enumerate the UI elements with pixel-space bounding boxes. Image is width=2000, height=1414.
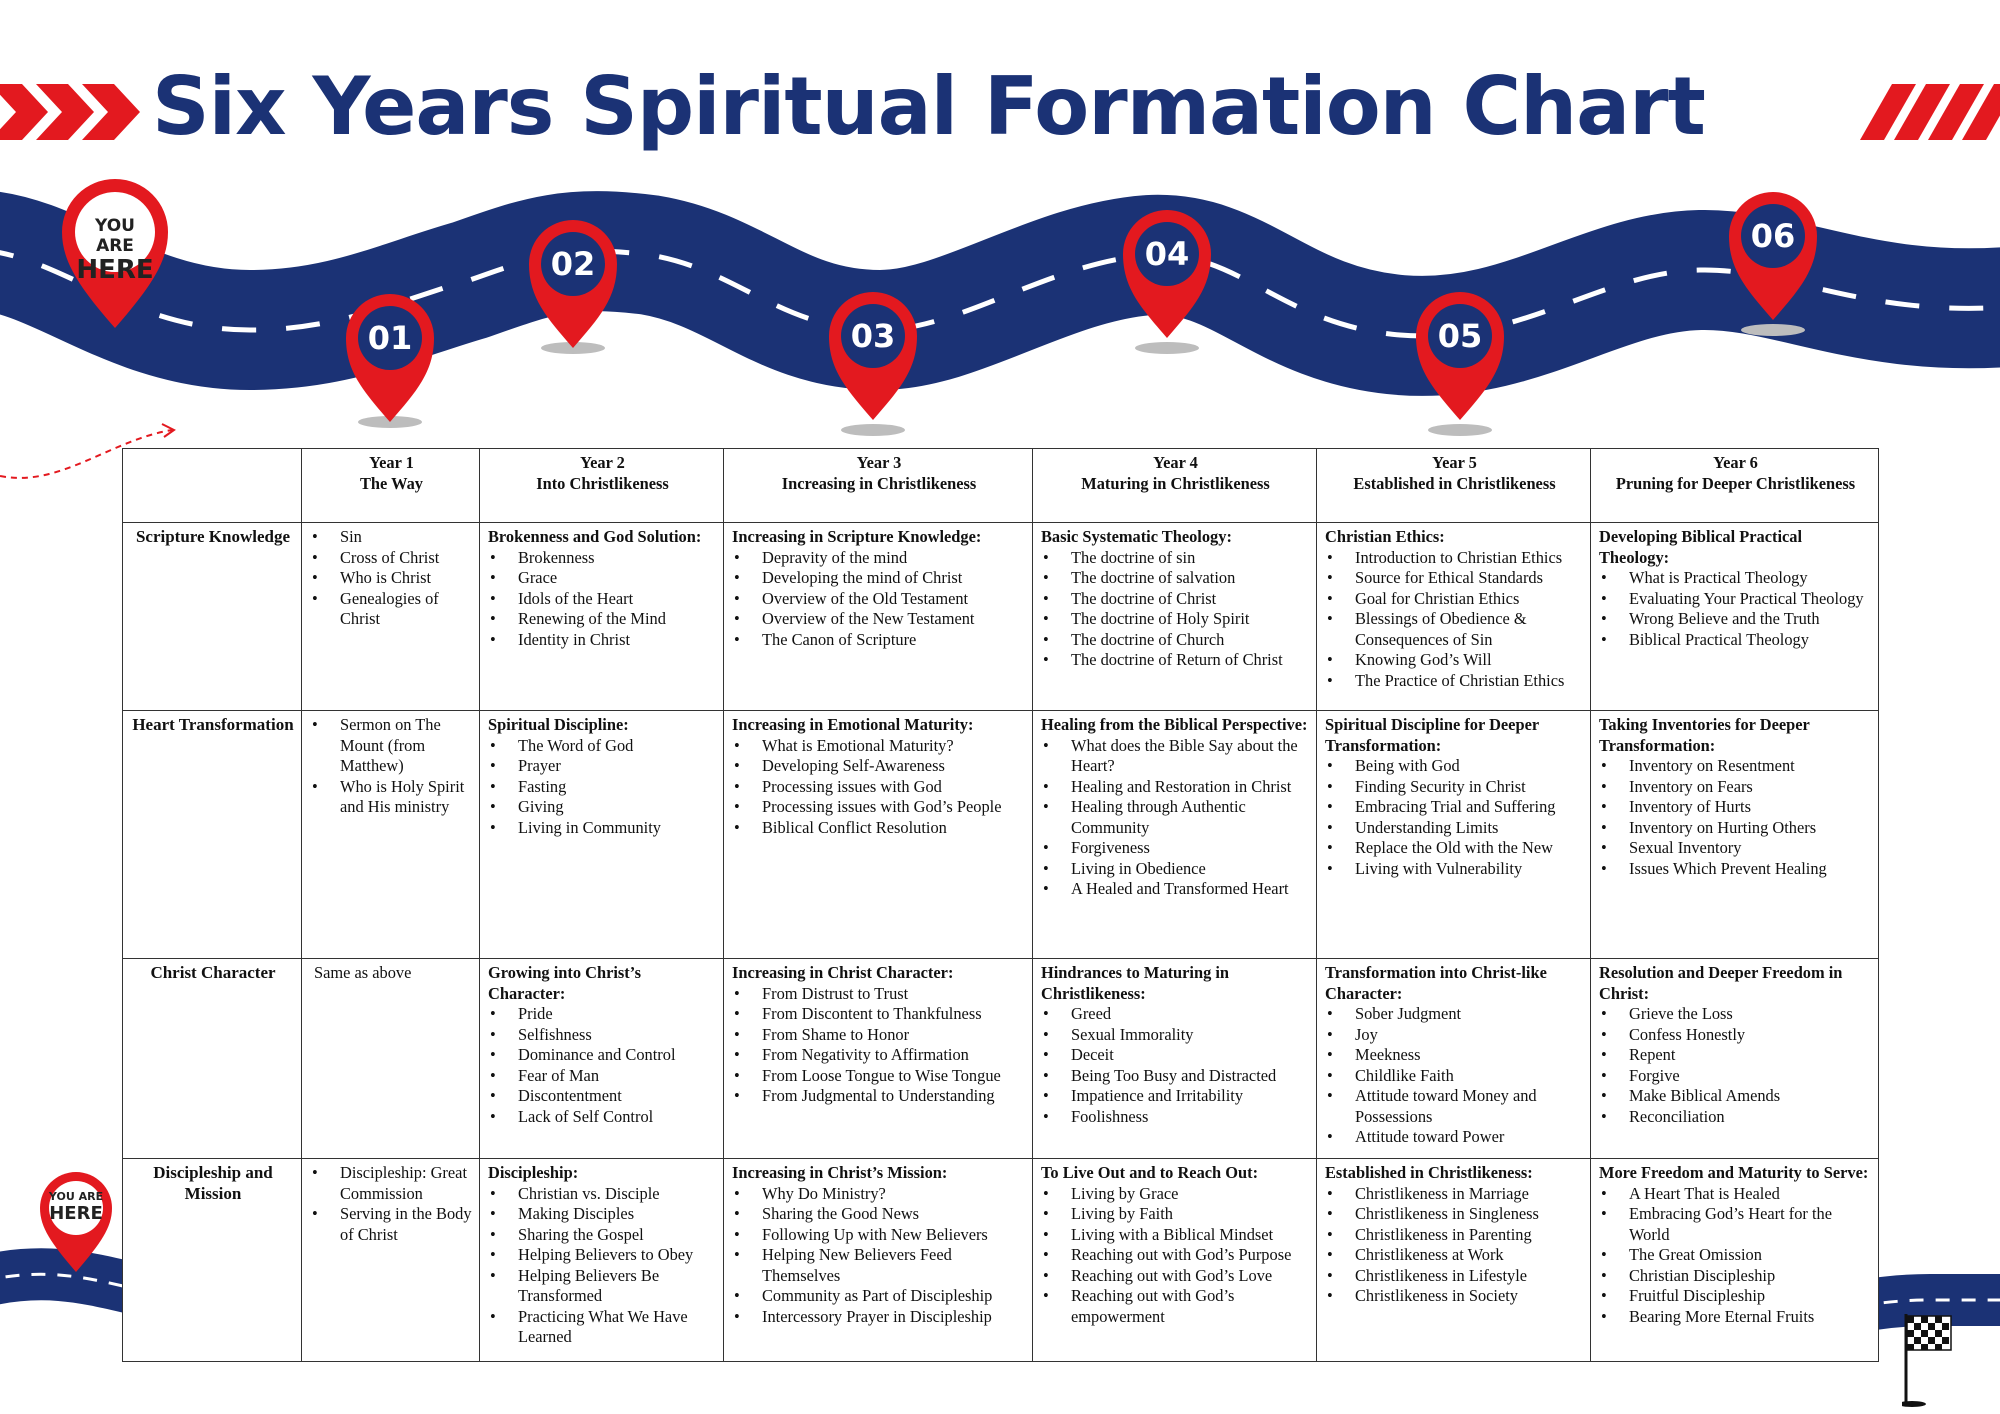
table-cell xyxy=(724,959,1033,1159)
list-item: • Inventory on Fears xyxy=(1599,777,1872,798)
list-item: • Sober Judgment xyxy=(1325,1004,1584,1025)
list-item: • Healing and Restoration in Christ xyxy=(1041,777,1310,798)
list-item: • Why Do Ministry? xyxy=(732,1184,1026,1205)
list-item: • Pride xyxy=(488,1004,717,1025)
list-item: • Source for Ethical Standards xyxy=(1325,568,1584,589)
list-item: • Reaching out with God’s Purpose xyxy=(1041,1245,1310,1266)
list-item: • Embracing Trial and Suffering xyxy=(1325,797,1584,818)
list-item: • Christlikeness in Marriage xyxy=(1325,1184,1584,1205)
list-item: • The doctrine of Christ xyxy=(1041,589,1310,610)
list-item: • Christlikeness at Work xyxy=(1325,1245,1584,1266)
list-item: • The Word of God xyxy=(488,736,717,757)
list-item: • Fear of Man xyxy=(488,1066,717,1087)
table-cell xyxy=(1317,1159,1591,1362)
cell-heading: Resolution and Deeper Freedom in Christ: xyxy=(1599,963,1843,1003)
table-row xyxy=(123,523,1879,711)
table-cell xyxy=(480,1159,724,1362)
list-item: • Sexual Inventory xyxy=(1599,838,1872,859)
row-header: Scripture Knowledge xyxy=(123,523,302,711)
table-cell xyxy=(480,711,724,959)
list-item: • From Judgmental to Understanding xyxy=(732,1086,1026,1107)
list-item: • Healing through Authentic Community xyxy=(1041,797,1310,838)
list-item: • Developing Self-Awareness xyxy=(732,756,1026,777)
list-item: • What is Practical Theology xyxy=(1599,568,1872,589)
list-item: • From Discontent to Thankfulness xyxy=(732,1004,1026,1025)
col-header: Year 4 Maturing in Christlikeness xyxy=(1033,449,1317,523)
list-item: • Lack of Self Control xyxy=(488,1107,717,1128)
list-item: • Wrong Believe and the Truth xyxy=(1599,609,1872,630)
bullet-list xyxy=(488,548,717,651)
you-are-here-top-label: YOU ARE HERE xyxy=(76,216,154,285)
list-item: • Who is Christ xyxy=(310,568,473,589)
table-cell xyxy=(724,523,1033,711)
bullet-list xyxy=(1041,548,1310,671)
corner-cell xyxy=(123,449,302,523)
list-item: • Serving in the Body of Christ xyxy=(310,1204,473,1245)
list-item: • Discontentment xyxy=(488,1086,717,1107)
list-item: • Living with Vulnerability xyxy=(1325,859,1584,880)
table-cell xyxy=(1591,959,1879,1159)
list-item: • The Canon of Scripture xyxy=(732,630,1026,651)
list-item: • Living in Obedience xyxy=(1041,859,1310,880)
bullet-list xyxy=(310,715,473,818)
table-cell xyxy=(1033,711,1317,959)
list-item: • Attitude toward Money and Possessions xyxy=(1325,1086,1584,1127)
page-title: Six Years Spiritual Formation Chart xyxy=(152,60,1705,153)
list-item: • Overview of the New Testament xyxy=(732,609,1026,630)
list-item: • Forgive xyxy=(1599,1066,1872,1087)
list-item: • Fruitful Discipleship xyxy=(1599,1286,1872,1307)
top-road xyxy=(0,250,2000,336)
list-item: • The doctrine of sin xyxy=(1041,548,1310,569)
pin-04-icon xyxy=(1123,210,1211,354)
bullet-list xyxy=(488,1184,717,1348)
list-item: • Processing issues with God xyxy=(732,777,1026,798)
cell-heading: Developing Biblical Practical Theology: xyxy=(1599,527,1803,567)
list-item: • Making Disciples xyxy=(488,1204,717,1225)
table-cell xyxy=(1591,711,1879,959)
bullet-list xyxy=(310,1163,473,1245)
bullet-list xyxy=(732,984,1026,1107)
list-item: • Grace xyxy=(488,568,717,589)
cell-heading: Christian Ethics: xyxy=(1325,527,1445,546)
list-item: • Embracing God’s Heart for the World xyxy=(1599,1204,1872,1245)
pin-01-icon xyxy=(346,294,434,428)
list-item: • Replace the Old with the New xyxy=(1325,838,1584,859)
header-row xyxy=(123,449,1879,523)
cell-heading: Established in Christlikeness: xyxy=(1325,1163,1533,1182)
list-item: • A Healed and Transformed Heart xyxy=(1041,879,1310,900)
slashes-right-icon xyxy=(1860,84,2000,140)
you-are-here-bottom-label: YOU ARE HERE xyxy=(48,1190,104,1224)
col-header: Year 6 Pruning for Deeper Christlikeness xyxy=(1591,449,1879,523)
list-item: • Developing the mind of Christ xyxy=(732,568,1026,589)
cell-heading: Basic Systematic Theology: xyxy=(1041,527,1232,546)
bullet-list xyxy=(1599,1184,1872,1328)
list-item: • From Loose Tongue to Wise Tongue xyxy=(732,1066,1026,1087)
formation-table xyxy=(122,448,1878,1361)
list-item: • Sharing the Good News xyxy=(732,1204,1026,1225)
list-item: • Blessings of Obedience & Consequences of Sin xyxy=(1325,609,1584,650)
pin-05-icon xyxy=(1416,292,1504,436)
col-header: Year 2 Into Christlikeness xyxy=(480,449,724,523)
list-item: • Grieve the Loss xyxy=(1599,1004,1872,1025)
list-item: • Sexual Immorality xyxy=(1041,1025,1310,1046)
bullet-list xyxy=(1599,568,1872,650)
list-item: • Overview of the Old Testament xyxy=(732,589,1026,610)
list-item: • Impatience and Irritability xyxy=(1041,1086,1310,1107)
list-item: • The Practice of Christian Ethics xyxy=(1325,671,1584,692)
list-item: • Inventory on Hurting Others xyxy=(1599,818,1872,839)
bullet-list xyxy=(1325,756,1584,879)
list-item: • Knowing God’s Will xyxy=(1325,650,1584,671)
list-item: • Helping New Believers Feed Themselves xyxy=(732,1245,1026,1286)
list-item: • Who is Holy Spirit and His ministry xyxy=(310,777,473,818)
table-cell xyxy=(1317,711,1591,959)
list-item: • Attitude toward Power xyxy=(1325,1127,1584,1148)
bullet-list xyxy=(1325,1004,1584,1148)
list-item: • Living by Grace xyxy=(1041,1184,1310,1205)
list-item: • Greed xyxy=(1041,1004,1310,1025)
col-header: Year 1 The Way xyxy=(302,449,480,523)
bullet-list xyxy=(1325,548,1584,692)
pin-06-label: 06 xyxy=(1750,217,1796,255)
list-item: • Sin xyxy=(310,527,473,548)
list-item: • Forgiveness xyxy=(1041,838,1310,859)
list-item: • Fasting xyxy=(488,777,717,798)
pin-01-label: 01 xyxy=(367,319,413,357)
list-item: • Helping Believers Be Transformed xyxy=(488,1266,717,1307)
list-item: • Living by Faith xyxy=(1041,1204,1310,1225)
list-item: • Reaching out with God’s Love xyxy=(1041,1266,1310,1287)
cell-heading: Spiritual Discipline: xyxy=(488,715,629,734)
table-cell xyxy=(302,523,480,711)
list-item: • Processing issues with God’s People xyxy=(732,797,1026,818)
table-row xyxy=(123,1159,1879,1362)
list-item: • Prayer xyxy=(488,756,717,777)
chevrons-left-icon xyxy=(0,84,140,140)
list-item: • Christian vs. Disciple xyxy=(488,1184,717,1205)
list-item: • Renewing of the Mind xyxy=(488,609,717,630)
list-item: • Confess Honestly xyxy=(1599,1025,1872,1046)
list-item: • Sharing the Gospel xyxy=(488,1225,717,1246)
bullet-list xyxy=(1041,1184,1310,1328)
pin-05-label: 05 xyxy=(1437,317,1483,355)
col-header: Year 5 Established in Christlikeness xyxy=(1317,449,1591,523)
list-item: • Evaluating Your Practical Theology xyxy=(1599,589,1872,610)
list-item: • Finding Security in Christ xyxy=(1325,777,1584,798)
list-item: • Selfishness xyxy=(488,1025,717,1046)
cell-heading: Increasing in Emotional Maturity: xyxy=(732,715,974,734)
list-item: • From Negativity to Affirmation xyxy=(732,1045,1026,1066)
pin-03-label: 03 xyxy=(850,317,896,355)
cell-heading: Transformation into Christ-like Character: xyxy=(1325,963,1547,1003)
bullet-list xyxy=(1599,756,1872,879)
bullet-list xyxy=(1041,736,1310,900)
list-item: • Practicing What We Have Learned xyxy=(488,1307,717,1348)
list-item: • From Distrust to Trust xyxy=(732,984,1026,1005)
list-item: • What is Emotional Maturity? xyxy=(732,736,1026,757)
pin-02-label: 02 xyxy=(550,245,596,283)
list-item: • Make Biblical Amends xyxy=(1599,1086,1872,1107)
list-item: • Issues Which Prevent Healing xyxy=(1599,859,1872,880)
list-item: • Depravity of the mind xyxy=(732,548,1026,569)
list-item: • Biblical Practical Theology xyxy=(1599,630,1872,651)
bullet-list xyxy=(488,736,717,839)
list-item: • Reconciliation xyxy=(1599,1107,1872,1128)
list-item: • Christian Discipleship xyxy=(1599,1266,1872,1287)
list-item: • Childlike Faith xyxy=(1325,1066,1584,1087)
list-item: • A Heart That is Healed xyxy=(1599,1184,1872,1205)
list-item: • Intercessory Prayer in Discipleship xyxy=(732,1307,1026,1328)
list-item: • The Great Omission xyxy=(1599,1245,1872,1266)
cell-heading: Increasing in Scripture Knowledge: xyxy=(732,527,982,546)
list-item: • Meekness xyxy=(1325,1045,1584,1066)
bullet-list xyxy=(488,1004,717,1127)
list-item: • Deceit xyxy=(1041,1045,1310,1066)
list-item: • Understanding Limits xyxy=(1325,818,1584,839)
list-item: • Christlikeness in Lifestyle xyxy=(1325,1266,1584,1287)
list-item: • Inventory of Hurts xyxy=(1599,797,1872,818)
cell-heading: More Freedom and Maturity to Serve: xyxy=(1599,1163,1869,1182)
cell-heading: Taking Inventories for Deeper Transformation: xyxy=(1599,715,1810,755)
list-item: • Genealogies of Christ xyxy=(310,589,473,630)
table-row xyxy=(123,959,1879,1159)
table-cell xyxy=(1317,523,1591,711)
bullet-list xyxy=(310,527,473,630)
list-item: • Christlikeness in Society xyxy=(1325,1286,1584,1307)
col-header: Year 3 Increasing in Christlikeness xyxy=(724,449,1033,523)
list-item: • Dominance and Control xyxy=(488,1045,717,1066)
table-cell xyxy=(302,711,480,959)
list-item: • Reaching out with God’s empowerment xyxy=(1041,1286,1310,1327)
bullet-list xyxy=(1599,1004,1872,1127)
list-item: • Discipleship: Great Commission xyxy=(310,1163,473,1204)
list-item: • Living in Community xyxy=(488,818,717,839)
list-item: • Idols of the Heart xyxy=(488,589,717,610)
table-row xyxy=(123,711,1879,959)
list-item: • Cross of Christ xyxy=(310,548,473,569)
cell-heading: Spiritual Discipline for Deeper Transformation: xyxy=(1325,715,1539,755)
list-item: • Brokenness xyxy=(488,548,717,569)
table-cell xyxy=(302,959,480,1159)
bullet-list xyxy=(1041,1004,1310,1127)
row-header: Heart Transformation xyxy=(123,711,302,959)
cell-heading: To Live Out and to Reach Out: xyxy=(1041,1163,1259,1182)
list-item: • Community as Part of Discipleship xyxy=(732,1286,1026,1307)
list-item: • Being with God xyxy=(1325,756,1584,777)
table-cell xyxy=(1591,1159,1879,1362)
cell-heading: Increasing in Christ’s Mission: xyxy=(732,1163,948,1182)
bullet-list xyxy=(732,1184,1026,1328)
cell-heading: Brokenness and God Solution: xyxy=(488,527,702,546)
row-header: Christ Character xyxy=(123,959,302,1159)
checkered-flag-icon xyxy=(1902,1308,1958,1408)
table-cell xyxy=(1033,523,1317,711)
list-item: • The doctrine of Return of Christ xyxy=(1041,650,1310,671)
list-item: • The doctrine of salvation xyxy=(1041,568,1310,589)
list-item: • Helping Believers to Obey xyxy=(488,1245,717,1266)
table-cell xyxy=(480,959,724,1159)
list-item: • Sermon on The Mount (from Matthew) xyxy=(310,715,473,777)
list-item: • Christlikeness in Parenting xyxy=(1325,1225,1584,1246)
bullet-list xyxy=(1325,1184,1584,1307)
list-item: • Repent xyxy=(1599,1045,1872,1066)
list-item: • Biblical Conflict Resolution xyxy=(732,818,1026,839)
pin-04-label: 04 xyxy=(1144,235,1190,273)
table-cell xyxy=(724,1159,1033,1362)
cell-text: Same as above xyxy=(314,963,412,982)
table-cell xyxy=(1033,959,1317,1159)
bullet-list xyxy=(732,548,1026,651)
table-cell xyxy=(724,711,1033,959)
list-item: • Introduction to Christian Ethics xyxy=(1325,548,1584,569)
list-item: • Inventory on Resentment xyxy=(1599,756,1872,777)
list-item: • Living with a Biblical Mindset xyxy=(1041,1225,1310,1246)
list-item: • The doctrine of Church xyxy=(1041,630,1310,651)
table-cell xyxy=(302,1159,480,1362)
list-item: • The doctrine of Holy Spirit xyxy=(1041,609,1310,630)
list-item: • Giving xyxy=(488,797,717,818)
list-item: • From Shame to Honor xyxy=(732,1025,1026,1046)
table-cell xyxy=(1033,1159,1317,1362)
cell-heading: Discipleship: xyxy=(488,1163,579,1182)
list-item: • Being Too Busy and Distracted xyxy=(1041,1066,1310,1087)
list-item: • What does the Bible Say about the Heart? xyxy=(1041,736,1310,777)
list-item: • Identity in Christ xyxy=(488,630,717,651)
table-cell xyxy=(1317,959,1591,1159)
bullet-list xyxy=(732,736,1026,839)
cell-heading: Healing from the Biblical Perspective: xyxy=(1041,715,1308,734)
cell-heading: Increasing in Christ Character: xyxy=(732,963,954,982)
cell-heading: Growing into Christ’s Character: xyxy=(488,963,641,1003)
pin-02-icon xyxy=(529,220,617,354)
list-item: • Joy xyxy=(1325,1025,1584,1046)
table-cell xyxy=(480,523,724,711)
list-item: • Following Up with New Believers xyxy=(732,1225,1026,1246)
pin-03-icon xyxy=(829,292,917,436)
list-item: • Bearing More Eternal Fruits xyxy=(1599,1307,1872,1328)
cell-heading: Hindrances to Maturing in Christlikeness: xyxy=(1041,963,1230,1003)
table-cell xyxy=(1591,523,1879,711)
list-item: • Christlikeness in Singleness xyxy=(1325,1204,1584,1225)
list-item: • Goal for Christian Ethics xyxy=(1325,589,1584,610)
list-item: • Foolishness xyxy=(1041,1107,1310,1128)
row-header: Discipleship and Mission xyxy=(123,1159,302,1362)
